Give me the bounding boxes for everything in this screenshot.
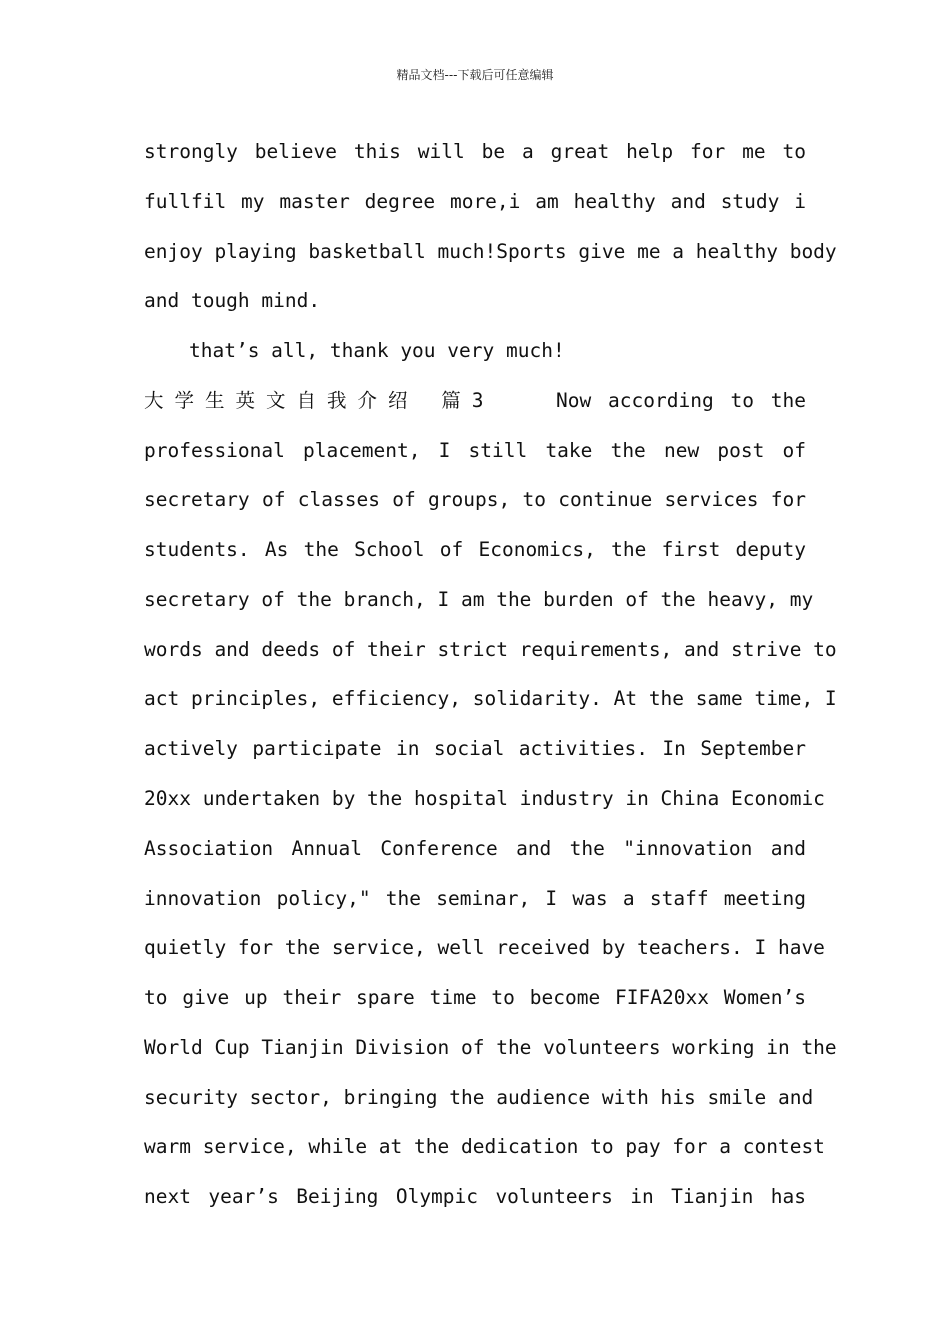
paragraph-line: Association Annual Conference and the "innovation and: [144, 837, 806, 860]
paragraph-line: security sector, bringing the audience with his smile and: [144, 1086, 814, 1109]
paragraph-line: and tough mind.: [144, 289, 321, 312]
paragraph-line: students. As the School of Economics, the first deputy: [144, 538, 806, 561]
paragraph-line: act principles, efficiency, solidarity. At the same time, I: [144, 687, 837, 710]
paragraph-line: 20xx undertaken by the hospital industry in China Economic: [144, 787, 825, 810]
section-heading: 大学生英文自我介绍 篇3: [144, 389, 495, 412]
paragraph-line: actively participate in social activities. In September: [144, 737, 806, 760]
paragraph-line: words and deeds of their strict requirements, and strive to: [144, 638, 837, 661]
paragraph-line: professional placement, I still take the new post of: [144, 439, 806, 462]
paragraph-line: enjoy playing basketball much!Sports give me a healthy body: [144, 240, 837, 263]
paragraph-line: fullfil my master degree more,i am healthy and study i: [144, 190, 806, 213]
paragraph-line: secretary of classes of groups, to continue services for: [144, 488, 806, 511]
paragraph-line: quietly for the service, well received by teachers. I have: [144, 936, 825, 959]
paragraph-line: strongly believe this will be a great help for me to: [144, 140, 806, 163]
paragraph-line: next year’s Beijing Olympic volunteers in Tianjin has: [144, 1185, 806, 1208]
paragraph-line: to give up their spare time to become FIFA20xx Women’s: [144, 986, 806, 1009]
paragraph-line: innovation policy," the seminar, I was a staff meeting: [144, 887, 806, 910]
page-header: 精品文档---下载后可任意编辑: [396, 68, 554, 82]
paragraph-line: that’s all, thank you very much!: [189, 339, 565, 362]
paragraph-line: World Cup Tianjin Division of the volunteers working in the: [144, 1036, 837, 1059]
paragraph-line: warm service, while at the dedication to pay for a contest: [144, 1135, 825, 1158]
paragraph-line: secretary of the branch, I am the burden of the heavy, my: [144, 588, 814, 611]
section-heading-trail: Now according to the: [556, 389, 806, 412]
section-heading-line: [144, 388, 806, 414]
